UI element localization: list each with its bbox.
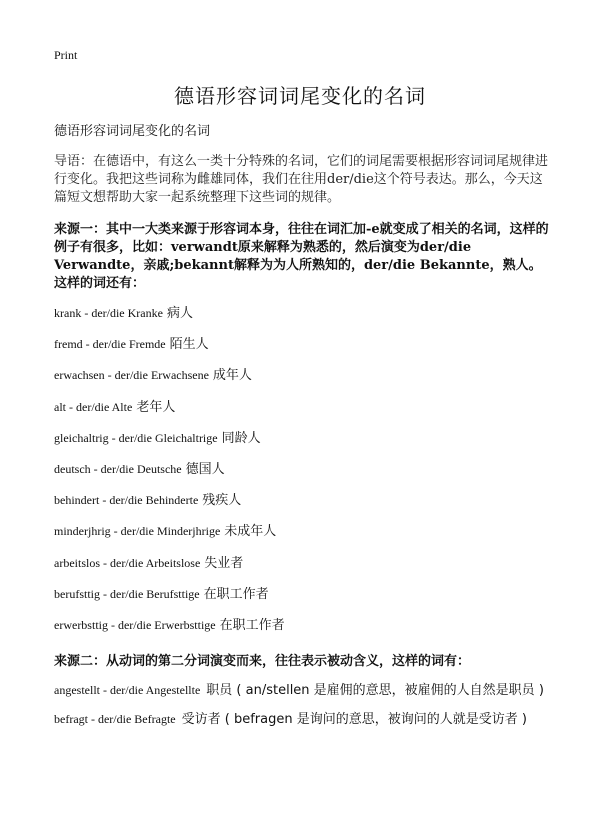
- german-term: gleichaltrig - der/die Gleichaltrige: [54, 430, 218, 445]
- chinese-meaning: 受访者 ( befragen 是询问的意思，被询问的人就是受访者 ): [181, 712, 527, 728]
- list-item: [54, 521, 549, 552]
- page-title: 德语形容词词尾变化的名词: [174, 84, 426, 108]
- list-item: [54, 615, 549, 646]
- german-term: krank - der/die Kranke: [54, 306, 163, 320]
- chinese-meaning: 德国人: [185, 461, 225, 477]
- german-term: arbeitslos - der/die Arbeitslose: [54, 555, 201, 570]
- german-term: deutsch - der/die Deutsche: [54, 461, 182, 476]
- chinese-meaning: 同龄人: [221, 430, 261, 446]
- list-item: [54, 303, 549, 334]
- chinese-meaning: 在职工作者: [219, 617, 285, 633]
- chinese-meaning: 残疾人: [202, 493, 242, 509]
- list-item: [54, 334, 549, 365]
- german-term: minderjhrig - der/die Minderjhrige: [54, 524, 221, 539]
- list-item: [54, 584, 549, 615]
- example-item: [54, 681, 549, 700]
- chinese-meaning: 成年人: [212, 368, 252, 384]
- list-item: [54, 365, 549, 396]
- german-term: berufsttig - der/die Berufsttige: [54, 586, 200, 601]
- print-label: Print: [54, 48, 78, 62]
- german-term: erwerbsttig - der/die Erwerbsttige: [54, 617, 216, 632]
- chinese-meaning: 职员 ( an/stellen 是雇佣的意思，被雇佣的人自然是职员 ): [206, 683, 544, 699]
- intro-paragraph: 导语：在德语中，有这么一类十分特殊的名词，它们的词尾需要根据形容词词尾规律进行变化。我把这些词称为雌雄同体，我们在往用der/die这个符号表达。那么，今天这篇短文想帮助大家一起系统整理下这些词的规律。: [54, 154, 549, 205]
- document-body: [54, 120, 549, 739]
- chinese-meaning: 陌生人: [169, 337, 209, 353]
- list-item: [54, 553, 549, 584]
- german-term: befragt - der/die Befragte: [54, 712, 176, 727]
- german-term: alt - der/die Alte: [54, 399, 133, 414]
- list-item: [54, 459, 549, 490]
- chinese-meaning: 失业者: [204, 555, 244, 571]
- list-item: [54, 490, 549, 521]
- list-item: [54, 397, 549, 428]
- list-item: [54, 428, 549, 459]
- chinese-meaning: 病人: [166, 306, 193, 321]
- example-item: [54, 710, 549, 729]
- chinese-meaning: 在职工作者: [203, 586, 269, 602]
- document-subtitle: 德语形容词词尾变化的名词: [54, 124, 211, 139]
- german-term: erwachsen - der/die Erwachsene: [54, 368, 209, 383]
- german-term: fremd - der/die Fremde: [54, 337, 166, 352]
- german-term: behindert - der/die Behinderte: [54, 493, 199, 508]
- chinese-meaning: 未成年人: [224, 524, 277, 540]
- word-list: [54, 303, 549, 646]
- source-two-heading: 来源二：从动词的第二分词演变而来，往往表示被动含义，这样的词有：: [54, 654, 471, 670]
- chinese-meaning: 老年人: [136, 399, 176, 415]
- german-term: angestellt - der/die Angestellte: [54, 683, 201, 698]
- source-one-paragraph: 来源一：其中一大类来源于形容词本身，往往在词汇加-e就变成了相关的名词，这样的例子有很多，比如：verwandt原来解释为熟悉的，然后演变为der/die Verwandte，亲戚;bekannt解释为为人所熟知的，der/die Bekannte，熟人。这样的词还有：: [54, 222, 549, 291]
